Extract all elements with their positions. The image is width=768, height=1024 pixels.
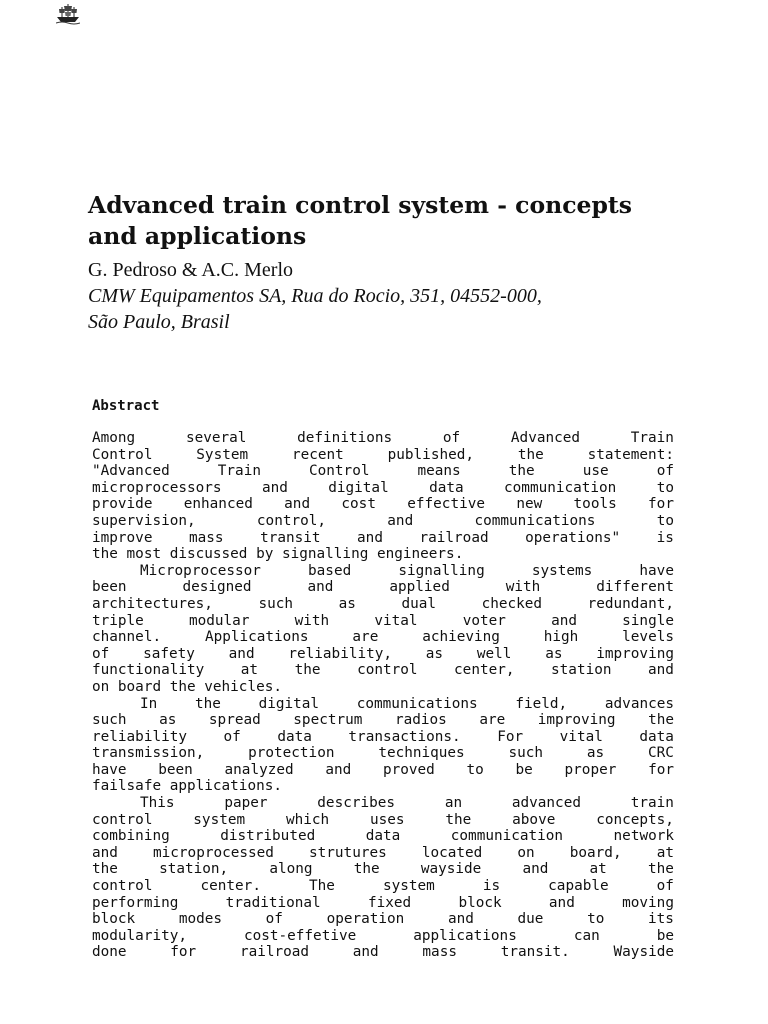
abstract-word: Among xyxy=(92,430,136,446)
abstract-word: the xyxy=(92,861,118,878)
abstract-word: performing xyxy=(92,894,179,911)
abstract-word: the xyxy=(445,811,472,828)
abstract-word: combining xyxy=(92,828,170,845)
abstract-word: an xyxy=(444,795,463,812)
abstract-word: data xyxy=(639,728,674,745)
abstract-word: system xyxy=(193,811,246,828)
abstract-word: to xyxy=(656,512,674,529)
author-list: G. Pedroso & A.C. Merlo xyxy=(88,259,293,281)
abstract-word: transit. xyxy=(500,944,570,961)
abstract-word: radios xyxy=(394,712,447,729)
abstract-word: data xyxy=(365,828,401,845)
abstract-word: data xyxy=(277,728,312,745)
abstract-word: distributed xyxy=(220,828,316,845)
abstract-word: fixed xyxy=(367,894,412,911)
abstract-line xyxy=(92,762,674,779)
abstract-line xyxy=(92,546,674,563)
abstract-word: improving xyxy=(537,712,616,729)
abstract-word: "Advanced xyxy=(92,463,170,480)
abstract-word: Train xyxy=(217,463,261,480)
abstract-word: protection xyxy=(248,745,335,762)
abstract-word: have xyxy=(639,562,674,579)
abstract-word: such xyxy=(92,712,127,729)
abstract-word: and xyxy=(284,496,311,513)
abstract-word: capable xyxy=(548,878,609,895)
abstract-word: system xyxy=(382,878,435,895)
abstract-word: have xyxy=(92,761,127,778)
abstract-word: signalling xyxy=(398,562,485,579)
abstract-word: modular xyxy=(189,612,250,629)
abstract-line xyxy=(92,480,674,497)
abstract-word: proved xyxy=(382,761,435,778)
abstract-word: with xyxy=(505,579,541,596)
abstract-word: uses xyxy=(370,811,405,828)
abstract-word: above xyxy=(512,811,556,828)
abstract-word: to xyxy=(466,761,484,778)
abstract-word: control xyxy=(92,811,153,828)
abstract-word: checked xyxy=(481,595,543,612)
abstract-line xyxy=(92,463,674,480)
abstract-word: analyzed xyxy=(224,761,294,778)
abstract-word: station xyxy=(551,662,612,679)
abstract-word: network xyxy=(613,828,674,845)
abstract-word: block xyxy=(92,911,136,928)
abstract-line xyxy=(92,778,674,795)
abstract-word: operation xyxy=(326,911,405,928)
abstract-word: the xyxy=(194,695,221,712)
abstract-word: as xyxy=(586,745,605,762)
abstract-word: designed xyxy=(182,579,252,596)
abstract-word: paper xyxy=(224,795,268,812)
abstract-word: the xyxy=(647,861,674,878)
abstract-word: are xyxy=(479,712,506,729)
title-line: and applications xyxy=(88,222,307,250)
abstract-word: proper xyxy=(564,761,617,778)
abstract-line xyxy=(92,928,674,945)
abstract-line xyxy=(92,895,674,912)
abstract-word: and xyxy=(352,944,379,961)
abstract-word: station, xyxy=(159,861,229,878)
abstract-word: center. xyxy=(200,878,261,895)
abstract-word: definitions xyxy=(297,430,393,446)
abstract-word: advances xyxy=(604,695,674,712)
abstract-word: be xyxy=(515,761,533,778)
abstract-word: means xyxy=(417,463,461,480)
abstract-word: to xyxy=(656,479,674,496)
paper-title xyxy=(88,190,708,252)
abstract-word: mass xyxy=(422,944,457,961)
abstract-word: the xyxy=(294,662,321,679)
abstract-word: well xyxy=(476,645,512,662)
abstract-word: transmission, xyxy=(92,745,205,762)
abstract-word: microprocessors xyxy=(92,479,222,496)
abstract-word: transactions. xyxy=(348,728,461,745)
abstract-word: moving xyxy=(622,894,674,911)
abstract-word: board, xyxy=(569,844,622,861)
abstract-word: as xyxy=(159,712,177,729)
abstract-word: cost-effetive xyxy=(243,927,357,944)
abstract-word: and xyxy=(325,761,352,778)
abstract-word: recent xyxy=(291,446,344,463)
abstract-word: of xyxy=(265,911,283,928)
abstract-word: statement: xyxy=(587,446,674,463)
abstract-line xyxy=(92,712,674,729)
abstract-word: spectrum xyxy=(293,712,363,729)
abstract-word: spread xyxy=(208,712,261,729)
abstract-word: new xyxy=(516,496,543,513)
abstract-text: failsafe applications. xyxy=(92,778,282,795)
abstract-line xyxy=(92,795,674,812)
abstract-word: field, xyxy=(515,695,568,712)
abstract-word: voter xyxy=(462,612,506,629)
abstract-word: its xyxy=(648,911,674,928)
abstract-word: and xyxy=(648,662,674,679)
abstract-word: tools xyxy=(573,496,617,513)
abstract-word: as xyxy=(545,645,563,662)
abstract-word: Control xyxy=(309,463,370,480)
abstract-word: of xyxy=(92,645,110,662)
abstract-word: describes xyxy=(317,795,396,812)
abstract-heading: Abstract xyxy=(92,398,160,414)
abstract-word: as xyxy=(338,595,356,612)
abstract-word: the xyxy=(508,463,535,480)
abstract-word: done xyxy=(92,944,127,961)
abstract-line xyxy=(92,828,674,845)
abstract-word: effective xyxy=(407,496,485,513)
abstract-word: strutures xyxy=(309,844,387,861)
abstract-word: at xyxy=(589,861,607,878)
abstract-word: and xyxy=(548,894,575,911)
abstract-word: concepts, xyxy=(596,811,674,828)
abstract-line xyxy=(92,861,674,878)
abstract-word: reliability xyxy=(92,728,187,745)
abstract-line xyxy=(92,496,674,513)
abstract-word: microprocessed xyxy=(153,844,274,861)
abstract-word: improving xyxy=(596,645,674,662)
abstract-word: single xyxy=(622,612,674,629)
abstract-line xyxy=(92,530,674,547)
affiliation-line: São Paulo, Brasil xyxy=(88,310,230,333)
abstract-word: digital xyxy=(258,695,320,712)
abstract-line xyxy=(92,745,674,762)
abstract-line xyxy=(92,812,674,829)
abstract-word: several xyxy=(185,430,247,446)
abstract-word: control, xyxy=(256,512,327,529)
abstract-word: is xyxy=(482,878,501,895)
abstract-word: use xyxy=(582,463,609,480)
abstract-word: applications xyxy=(413,927,517,944)
abstract-line xyxy=(92,845,674,862)
abstract-word: at xyxy=(240,662,259,679)
abstract-word: of xyxy=(656,878,674,895)
abstract-word: Wayside xyxy=(613,944,674,961)
abstract-word: of xyxy=(656,463,674,480)
abstract-word: for xyxy=(170,944,197,961)
abstract-word: cost xyxy=(341,496,376,513)
abstract-word: of xyxy=(223,728,241,745)
abstract-word: different xyxy=(596,579,674,596)
abstract-word: advanced xyxy=(511,795,581,812)
abstract-word: In xyxy=(140,695,158,712)
abstract-word: and xyxy=(228,645,255,662)
abstract-word: vital xyxy=(374,612,418,629)
abstract-word: and xyxy=(447,911,474,928)
abstract-word: levels xyxy=(622,629,674,646)
abstract-word: due xyxy=(517,911,544,928)
abstract-word: achieving xyxy=(422,629,500,646)
abstract-word: is xyxy=(656,529,674,546)
abstract-word: channel. xyxy=(92,629,162,646)
abstract-word: and xyxy=(92,844,118,861)
abstract-word: railroad xyxy=(419,529,489,546)
abstract-word: with xyxy=(294,612,330,629)
abstract-word: which xyxy=(285,811,330,828)
abstract-word: published, xyxy=(387,446,474,463)
abstract-word: be xyxy=(656,927,674,944)
abstract-word: to xyxy=(587,911,605,928)
abstract-word: communications xyxy=(356,695,478,712)
abstract-word: based xyxy=(308,562,352,579)
abstract-word: modes xyxy=(178,911,223,928)
publisher-ship-logo xyxy=(56,3,80,25)
abstract-word: and xyxy=(551,612,577,629)
abstract-text: the most discussed by signalling engineers. xyxy=(92,546,464,563)
abstract-word: dual xyxy=(401,595,437,612)
abstract-line xyxy=(92,596,674,613)
abstract-line xyxy=(92,430,674,447)
abstract-word: provide xyxy=(92,496,153,513)
abstract-word: The xyxy=(309,878,335,895)
abstract-word: control xyxy=(357,662,418,679)
abstract-word: System xyxy=(196,446,249,463)
abstract-line xyxy=(92,944,674,961)
abstract-word: on xyxy=(517,844,535,861)
abstract-word: improve xyxy=(92,529,153,546)
abstract-line xyxy=(92,579,674,596)
abstract-word: high xyxy=(543,629,579,646)
abstract-word: operations" xyxy=(525,529,621,546)
abstract-word: reliability, xyxy=(288,645,393,662)
abstract-word: systems xyxy=(531,562,593,579)
abstract-word: for xyxy=(648,496,674,513)
abstract-word: For xyxy=(497,728,524,745)
abstract-word: railroad xyxy=(239,944,310,961)
abstract-word: techniques xyxy=(378,745,465,762)
ship-icon xyxy=(56,3,80,25)
abstract-word: are xyxy=(352,629,379,646)
abstract-word: functionality xyxy=(92,662,205,679)
abstract-word: center, xyxy=(454,662,515,679)
abstract-word: and xyxy=(387,512,414,529)
title-line: Advanced train control system - concepts xyxy=(88,191,632,219)
abstract-word: redundant, xyxy=(587,595,674,612)
abstract-word: traditional xyxy=(225,894,321,911)
abstract-word: for xyxy=(648,761,674,778)
abstract-word: mass xyxy=(188,529,224,546)
abstract-word: along xyxy=(269,861,313,878)
abstract-word: CRC xyxy=(648,745,674,762)
abstract-line xyxy=(92,447,674,464)
abstract-word: Applications xyxy=(204,629,309,646)
abstract-word: been xyxy=(92,579,127,596)
abstract-word: of xyxy=(442,430,461,446)
abstract-word: enhanced xyxy=(183,496,253,513)
abstract-word: the xyxy=(517,446,544,463)
abstract-word: Train xyxy=(630,430,674,446)
abstract-word: and xyxy=(357,529,383,546)
abstract-word: Advanced xyxy=(510,430,581,446)
abstract-word: modularity, xyxy=(92,927,187,944)
abstract-word: architectures, xyxy=(92,595,213,612)
abstract-word: digital xyxy=(328,479,389,496)
abstract-line xyxy=(92,729,674,746)
abstract-line xyxy=(92,646,674,663)
abstract-word: the xyxy=(353,861,380,878)
abstract-word: vital xyxy=(559,728,603,745)
abstract-word: and xyxy=(261,479,288,496)
abstract-word: located xyxy=(421,844,483,861)
abstract-line xyxy=(92,662,674,679)
abstract-word: safety xyxy=(143,645,195,662)
abstract-line xyxy=(92,629,674,646)
abstract-word: such xyxy=(258,595,294,612)
abstract-word: and xyxy=(307,579,334,596)
abstract-word: such xyxy=(508,745,544,762)
abstract-word: communication xyxy=(504,479,617,496)
abstract-word: applied xyxy=(389,579,450,596)
abstract-line xyxy=(92,878,674,895)
abstract-word: data xyxy=(429,479,464,496)
abstract-word: communications xyxy=(474,512,596,529)
abstract-line xyxy=(92,696,674,713)
abstract-word: can xyxy=(573,927,600,944)
abstract-word: the xyxy=(648,712,674,729)
abstract-word: wayside xyxy=(420,861,482,878)
abstract-line xyxy=(92,911,674,928)
affiliation-line: CMW Equipamentos SA, Rua do Rocio, 351, 04552-000, xyxy=(88,285,542,307)
abstract-word: at xyxy=(656,844,674,861)
abstract-word: as xyxy=(425,645,444,662)
abstract-line xyxy=(92,563,674,580)
abstract-line xyxy=(92,513,674,530)
abstract-word: and xyxy=(522,861,549,878)
abstract-body xyxy=(92,430,674,961)
abstract-word: Microprocessor xyxy=(140,562,261,579)
abstract-word: supervision, xyxy=(92,512,196,529)
abstract-word: block xyxy=(458,894,502,911)
abstract-word: been xyxy=(158,761,193,778)
abstract-line xyxy=(92,679,674,696)
abstract-word: Control xyxy=(92,446,153,463)
abstract-word: transit xyxy=(260,529,321,546)
abstract-word: control xyxy=(92,878,153,895)
abstract-word: communication xyxy=(450,828,564,845)
abstract-word: triple xyxy=(92,612,144,629)
abstract-word: This xyxy=(140,795,175,812)
abstract-text: on board the vehicles. xyxy=(92,678,282,695)
affiliation xyxy=(88,284,542,335)
abstract-line xyxy=(92,613,674,630)
abstract-word: train xyxy=(630,795,674,812)
